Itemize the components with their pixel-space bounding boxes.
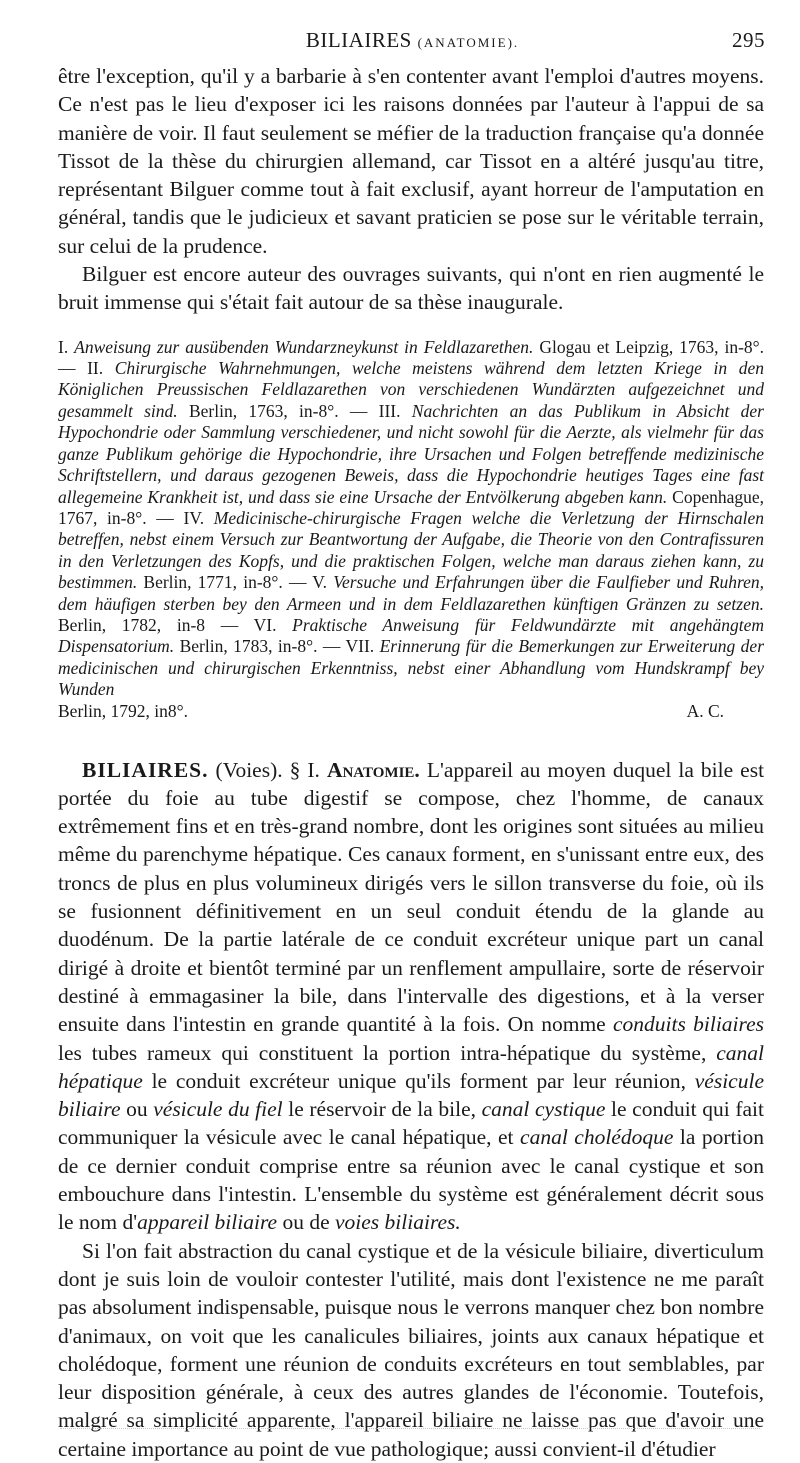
biblio-publication: Berlin, 1783, in-8°. — VII. bbox=[179, 636, 375, 657]
term: canal cystique bbox=[481, 1097, 606, 1122]
biblio-number: I. bbox=[58, 336, 69, 357]
biblio-publication: Berlin, 1763, in-8°. — III. bbox=[188, 400, 401, 421]
biblio-title: Erinnerung für die Bemerkungen zur Erweiterung der medicinischen und chirurgischen Erkenntniss, nebst einer Abhandlung vom Hundskrampf bey Wunden bbox=[58, 636, 764, 700]
page-number: 295 bbox=[732, 28, 765, 52]
term: voies biliaires. bbox=[335, 1210, 461, 1235]
text-run: le conduit excréteur unique qu'ils forment par leur réunion, bbox=[151, 1068, 686, 1093]
text-run: ou bbox=[126, 1097, 148, 1122]
biblio-title: Anweisung zur ausübenden Wundarzneykunst in Feldlazarethen. bbox=[74, 336, 534, 357]
biblio-title: Chirurgische Wahrnehmungen, welche meistens während dem letzten Kriege in den Königlichen Preussischen Feldlazarethen von verschiedenen Wundärzten aufgezeichnet und gesammelt sind. bbox=[58, 358, 765, 421]
text-run: le réservoir de la bile, bbox=[288, 1097, 477, 1122]
term: vésicule du fiel bbox=[153, 1097, 283, 1122]
biblio-publication: Berlin, 1792, in8°. bbox=[58, 700, 188, 721]
page-content bbox=[58, 62, 764, 1463]
biblio-publication: Berlin, 1771, in-8°. — V. bbox=[143, 572, 328, 593]
author-initials: A. C. bbox=[686, 700, 724, 721]
bottom-bleed-line bbox=[60, 1428, 760, 1431]
biblio-signature-line bbox=[58, 701, 764, 722]
term: vésicule biliaire bbox=[58, 1068, 764, 1122]
text-run: les tubes rameux qui constituent la portion intra-hépatique du système, bbox=[58, 1040, 707, 1065]
paragraph-bilguer-works: Bilguer est encore auteur des ouvrages suivants, qui n'ont en rien augmenté le bruit immense qui s'était fait autour de sa thèse inaugurale. bbox=[58, 262, 764, 315]
running-title-main: BILIAIRES bbox=[305, 28, 412, 52]
text-run: ou de bbox=[282, 1210, 330, 1235]
biblio-publication: Copenhague, 1767, in-8°. — IV. bbox=[58, 486, 765, 528]
entry-headword: BILIAIRES. bbox=[82, 757, 209, 782]
biblio-publication: Berlin, 1782, in-8 — VI. bbox=[58, 614, 277, 635]
entry-paragraph-abstraction: Si l'on fait abstraction du canal cystique et de la vésicule biliaire, diverticulum dont je suis loin de vouloir contester l'utilité, mais dont l'existence ne me paraît pas absolument indispensable, puisque nous le verrons manquer chez bon nombre d'animaux, on voit que les canalicules biliaires, joints aux canaux hépatique et cholédoque, forment une réunion de conduits excréteurs en tout semblables, par leur disposition générale, à ceux des autres glandes de l'économie. Toutefois, malgré sa simplicité apparente, l'appareil biliaire ne laisse pas que d'avoir une certaine importance au point de vue pathologique; aussi convient-il d'étudier bbox=[58, 1238, 764, 1461]
term: canal cholédoque bbox=[520, 1125, 674, 1150]
term: appareil biliaire bbox=[137, 1210, 278, 1235]
running-header bbox=[60, 28, 765, 58]
text-run: L'appareil au moyen duquel la bile est portée du foie au tube digestif se compose, chez l'homme, de canaux extrêmement fins et en très-grand nombre, dont les origines sont situées au milieu même du parenchyme hépatique. Ces canaux forment, en s'unissant entre eux, des troncs de plus en plus volumineux dirigés vers le sillon transverse du foie, où ils se fusionnent définitivement en un seul conduit étendu de la glande au duodénum. De la partie latérale de ce conduit excréteur unique part un canal dirigé à droite et bientôt terminé par un renflement ampullaire, sorte de réservoir destiné à emmagasiner la bile, dans l'intervalle des digestions, et à la verser ensuite dans l'intestin en grande quantité à la fois. On nomme bbox=[58, 757, 765, 1037]
entry-paragraph-anatomy bbox=[58, 756, 764, 1237]
biblio-publication: Glogau et Leipzig, 1763, in-8°. — II. bbox=[58, 336, 765, 379]
biblio-title: Versuche und Erfahrungen über die Faulfieber und Ruhren, dem häufigen sterben bey den Armeen und in dem Feldlazarethen künftigen Gränzen zu setzen. bbox=[58, 572, 765, 614]
text-run: le conduit qui fait communiquer la vésicule avec le canal hépatique, et bbox=[58, 1097, 764, 1150]
running-title bbox=[60, 28, 765, 53]
bibliography-list bbox=[58, 337, 764, 701]
term: conduits biliaires bbox=[613, 1012, 765, 1037]
section-number: § I. bbox=[289, 757, 320, 782]
running-title-subject: (ANATOMIE). bbox=[417, 35, 520, 50]
entry-subtitle: (Voies). bbox=[215, 757, 283, 782]
term: canal hépatique bbox=[58, 1040, 765, 1093]
biblio-title: Praktische Anweisung für Feldwundärzte mit angehängtem Dispensatorium. bbox=[58, 614, 764, 657]
text-run: la portion de ce dernier conduit comprise entre sa réunion avec le canal cystique et son embouchure dans l'intestin. L'ensemble du système est généralement décrit sous le nom d' bbox=[58, 1125, 765, 1235]
biblio-title: Medicinische-chirurgische Fragen welche die Verletzung der Hirnschalen betreffen, nebst einem Versuch zur Beantwortung der Aufgabe, die Theorie von den Contrafissuren in den Verletzungen des Kopfs, und die praktischen Folgen, welche man daraus ziehen kann, zu bestimmen. bbox=[58, 507, 764, 593]
section-label: Anatomie. bbox=[326, 757, 420, 782]
paragraph-continuation: être l'exception, qu'il y a barbarie à s'en contenter avant l'emploi d'autres moyens. Ce n'est pas le lieu d'exposer ici les raisons données par l'auteur à l'appui de sa manière de voir. Il faut seulement se méfier de la traduction française qu'a donnée Tissot de la thèse du chirurgien allemand, car Tissot en a altéré jusqu'au titre, représentant Bilguer comme tout à fait exclusif, ayant horreur de l'amputation en général, tandis que le judicieux et savant praticien se pose sur le véritable terrain, sur celui de la prudence. bbox=[58, 64, 764, 258]
biblio-title: Nachrichten an das Publikum in Absicht der Hypochondrie oder Sammlung verschiedener, und nicht sowohl für die Aerzte, als vielmehr für das ganze Publikum gehörige die Hypochondrie, ihre Ursachen und Folgen betreffende medizinische Schriftstellern, und daraus gezogenen Beweis, dass die Hypochondrie heutiges Tages eine fast allegemeine Krankheit ist, und dass sie eine Ursache der Entvölkerung abgeben kann. bbox=[58, 400, 764, 507]
